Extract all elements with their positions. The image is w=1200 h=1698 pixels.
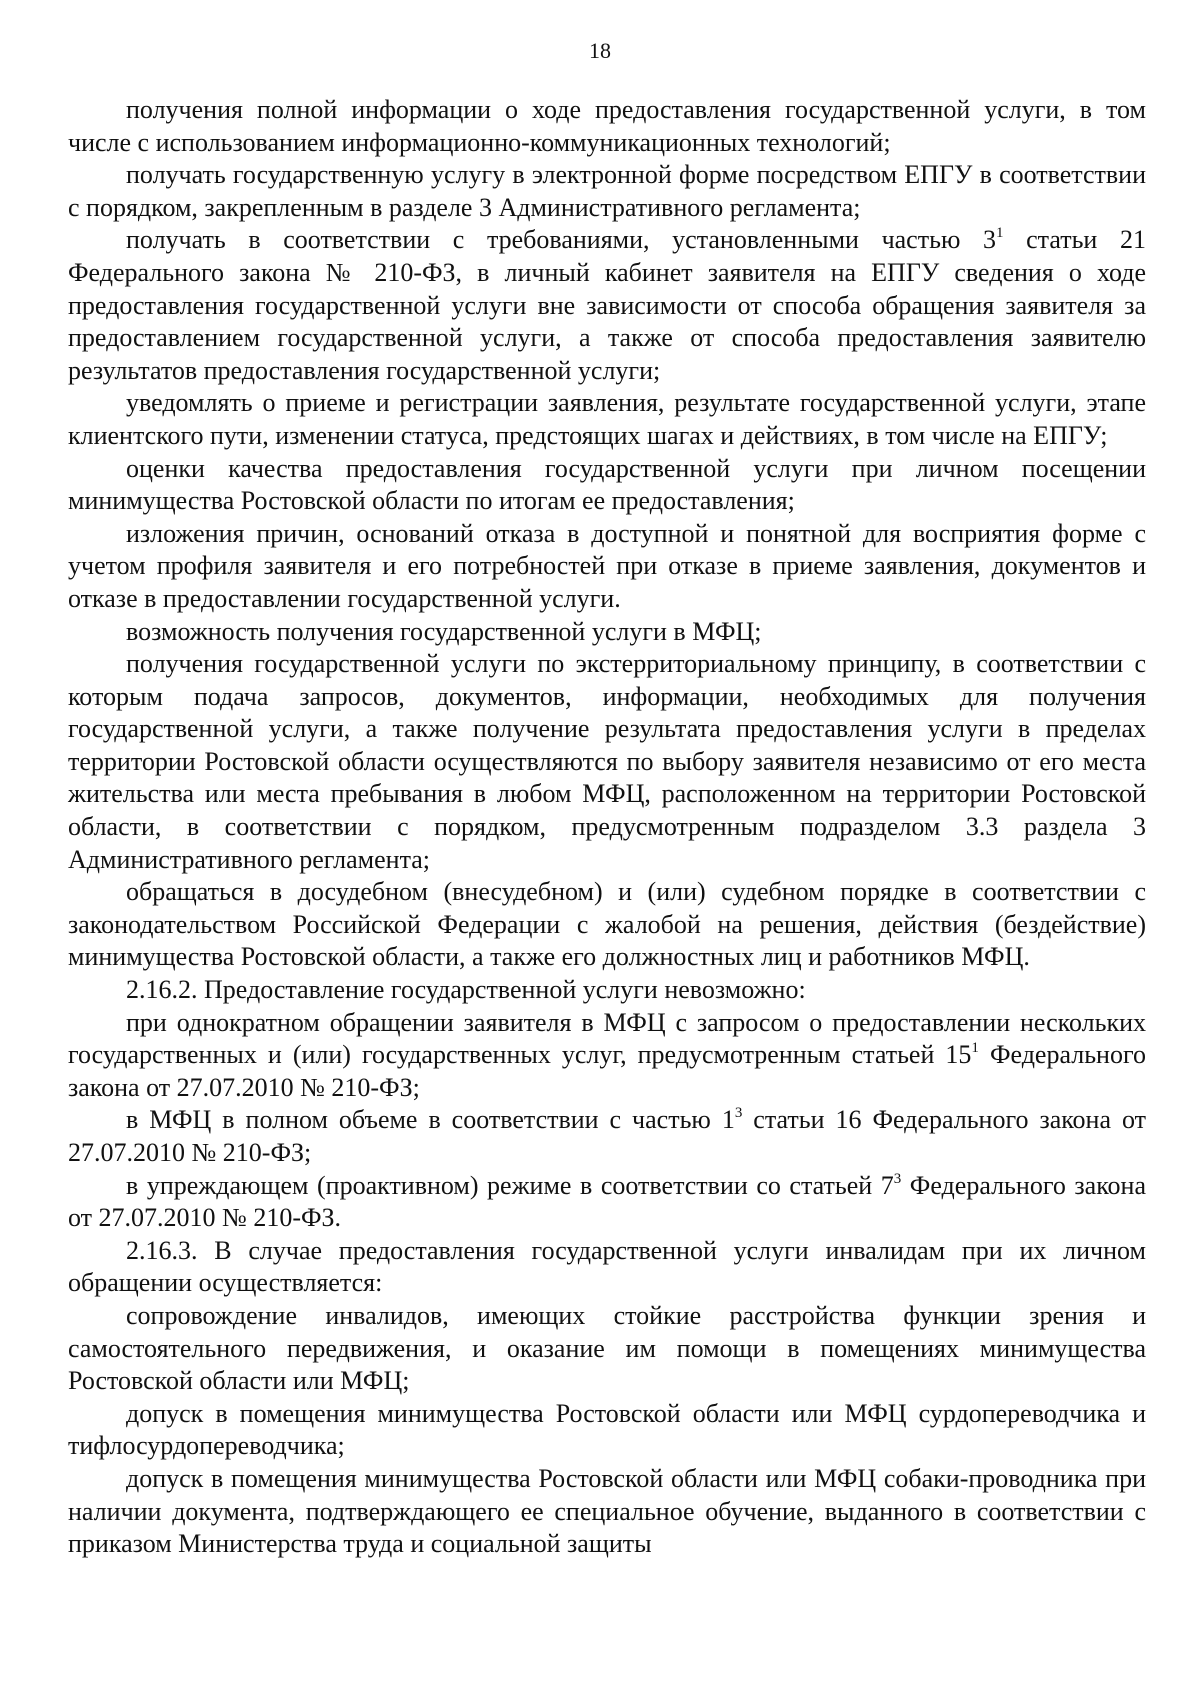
paragraph-section-2-16-2: 2.16.2. Предоставление государственной услуги невозможно: [126, 975, 806, 1005]
paragraph-proactive-mode: в упреждающем (проактивном) режиме в соответствии со статьей $7^3$ Федерального закона от 27.07.2010 № 210-ФЗ. [68, 1170, 1146, 1233]
paragraph-appeal: обращаться в досудебном (внесудебном) и (или) судебном порядке в соответствии с законодательством Российской Федерации с жалобой на решения, действия (бездействие) минимущества Ростовской области, а также его должностных лиц и работников МФЦ. [68, 877, 1146, 972]
superscript-mark: 3 [893, 1170, 902, 1187]
superscript-mark: 1 [971, 1040, 979, 1057]
paragraph-notifications: уведомлять о приеме и регистрации заявления, результате государственной услуги, этапе клиентского пути, изменении статуса, предстоящих шагах и действиях, в том числе на ЕПГУ; [68, 388, 1146, 450]
paragraph-electronic-form: получать государственную услугу в электронной форме посредством ЕПГУ в соответствии с порядком, закрепленным в разделе 3 Административного регламента; [68, 160, 1146, 222]
page-number: 18 [589, 38, 611, 63]
paragraph-mfc-full-scope: в МФЦ в полном объеме в соответствии с частью $1^3$ статьи 16 Федерального закона от 27.07.2010 № 210-ФЗ; [68, 1105, 1146, 1167]
paragraph-info-progress: получения полной информации о ходе предоставления государственной услуги, в том числе с использованием информационно-коммуникационных технологий; [68, 95, 1146, 157]
paragraph-mfc-possibility: возможность получения государственной услуги в МФЦ; [126, 616, 762, 646]
paragraph-sign-interpreter: допуск в помещения минимущества Ростовской области или МФЦ сурдопереводчика и тифлосурдопереводчика; [68, 1398, 1146, 1461]
paragraph-escort-disabled: сопровождение инвалидов, имеющих стойкие расстройства функции зрения и самостоятельного передвижения, и оказание им помощи в помещениях минимущества Ростовской области или МФЦ; [68, 1300, 1146, 1396]
superscript-mark: 3 [734, 1105, 743, 1122]
paragraph-single-request: при однократном обращении заявителя в МФЦ с запросом о предоставлении нескольких государственных и (или) государственных услуг, предусмотренным статьей $15^1$ Федерального закона от 27.07.2010 № 210-ФЗ; [68, 1007, 1146, 1102]
document-body [68, 94, 1146, 1561]
paragraph-extraterritorial: получения государственной услуги по экстерриториальному принципу, в соответствии с которым подача запросов, документов, информации, необходимых для получения государственной услуги, а также получение результата предоставления услуги в пределах территории Ростовской области осуществляются по выбору заявителя независимо от его места жительства или места пребывания в любом МФЦ, расположенном на территории Ростовской области, в соответствии с порядком, предусмотренным подразделом 3.3 раздела 3 Административного регламента; [68, 649, 1146, 874]
superscript-mark: 1 [996, 225, 1004, 242]
paragraph-guide-dog: допуск в помещения минимущества Ростовской области или МФЦ собаки-проводника при наличии документа, подтверждающего ее специальное обучение, выданного в соответствии с приказом Министерства труда и социальной защиты [68, 1463, 1146, 1559]
paragraph-quality-assessment: оценки качества предоставления государственной услуги при личном посещении минимущества Ростовской области по итогам ее предоставления; [68, 453, 1146, 516]
paragraph-refusal-reasons: изложения причин, оснований отказа в доступной и понятной для восприятия форме с учетом профиля заявителя и его потребностей при отказе в приеме заявления, документов и отказе в предоставлении государственной услуги. [68, 518, 1146, 613]
paragraph-section-2-16-3: 2.16.3. В случае предоставления государственной услуги инвалидам при их личном обращении осуществляется: [68, 1235, 1146, 1298]
paragraph-personal-cabinet: получать в соответствии с требованиями, установленными частью $3^1$ статьи 21 Федерального закона № 210-ФЗ, в личный кабинет заявителя на ЕПГУ сведения о ходе предоставления государственной услуги вне зависимости от способа обращения заявителя за предоставлением государственной услуги, а также от способа предоставления заявителю результатов предоставления государственной услуги; [68, 225, 1146, 385]
